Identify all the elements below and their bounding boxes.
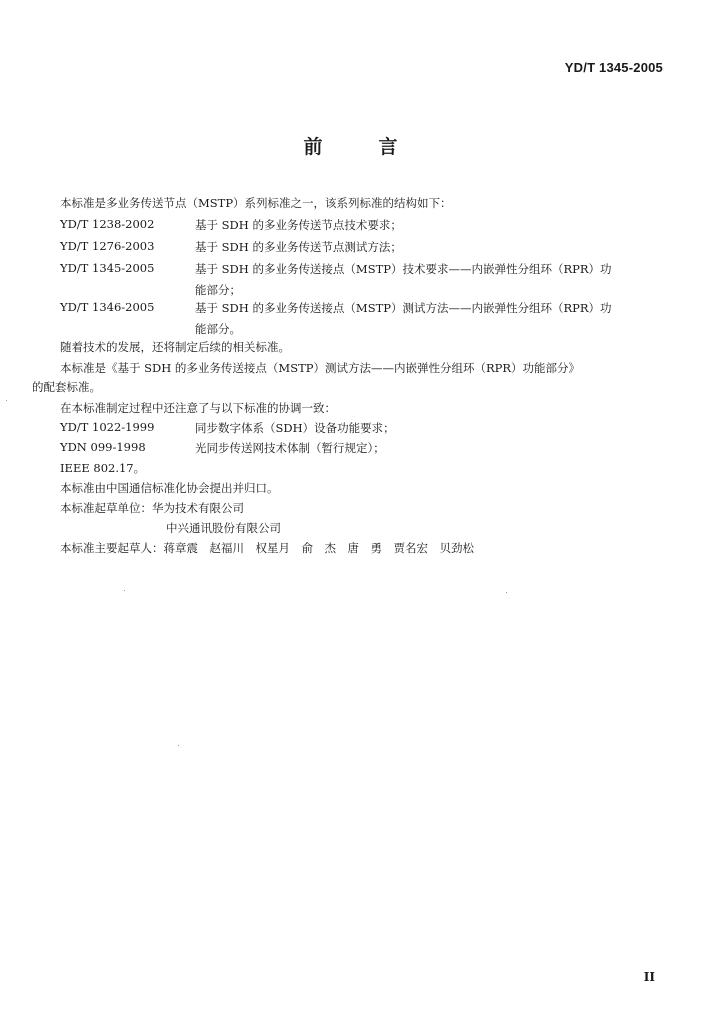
drafting-unit-2: 中兴通讯股份有限公司: [166, 521, 281, 535]
series-code: YD/T 1276-2003: [60, 239, 155, 253]
coord-code: YD/T 1022-1999: [60, 420, 155, 434]
drafters: 本标准主要起草人：蒋章震 赵福川 权星月 俞 杰 唐 勇 贾名宏 贝劲松: [60, 541, 474, 555]
page-number: II: [643, 970, 655, 984]
coord-desc: 光同步传送网技术体制（暂行规定）；: [195, 441, 385, 455]
coord-code: YDN 099-1998: [60, 440, 146, 454]
series-desc-line1: 基于 SDH 的多业务传送接点（MSTP）测试方法——内嵌弹性分组环（RPR）功: [195, 301, 612, 315]
series-desc-line2: 能部分。: [195, 322, 241, 336]
series-code: YD/T 1345-2005: [60, 261, 155, 275]
proposed-paragraph: 本标准由中国通信标准化协会提出并归口。: [60, 481, 279, 495]
companion-paragraph-line2: 的配套标准。: [32, 380, 101, 394]
page-title: 前言: [303, 136, 454, 158]
companion-paragraph-line1: 本标准是《基于 SDH 的多业务传送接点（MSTP）测试方法——内嵌弹性分组环（RPR）功能部分》: [60, 361, 581, 375]
drafting-units: 本标准起草单位：华为技术有限公司: [60, 501, 244, 515]
future-paragraph: 随着技术的发展，还将制定后续的相关标准。: [60, 340, 290, 354]
series-desc: [195, 300, 660, 337]
series-code: YD/T 1346-2005: [60, 300, 155, 314]
series-desc-line2: 能部分；: [195, 283, 241, 297]
coord-desc: 同步数字体系（SDH）设备功能要求；: [195, 421, 395, 435]
series-desc: [195, 261, 660, 298]
series-desc: 基于 SDH 的多业务传送节点技术要求；: [195, 218, 402, 232]
standard-code-header: YD/T 1345-2005: [564, 60, 663, 75]
scan-speck: [6, 400, 7, 401]
series-code: YD/T 1238-2002: [60, 217, 155, 231]
coord-ieee: IEEE 802.17。: [60, 461, 146, 475]
series-desc: 基于 SDH 的多业务传送节点测试方法；: [195, 240, 402, 254]
scan-speck: [178, 745, 179, 746]
intro-paragraph: 本标准是多业务传送节点（MSTP）系列标准之一，该系列标准的结构如下：: [60, 196, 452, 210]
series-desc-line1: 基于 SDH 的多业务传送接点（MSTP）技术要求——内嵌弹性分组环（RPR）功: [195, 262, 612, 276]
scan-speck: [124, 590, 125, 591]
scan-speck: [506, 592, 507, 593]
coordination-paragraph: 在本标准制定过程中还注意了与以下标准的协调一致：: [60, 401, 336, 415]
